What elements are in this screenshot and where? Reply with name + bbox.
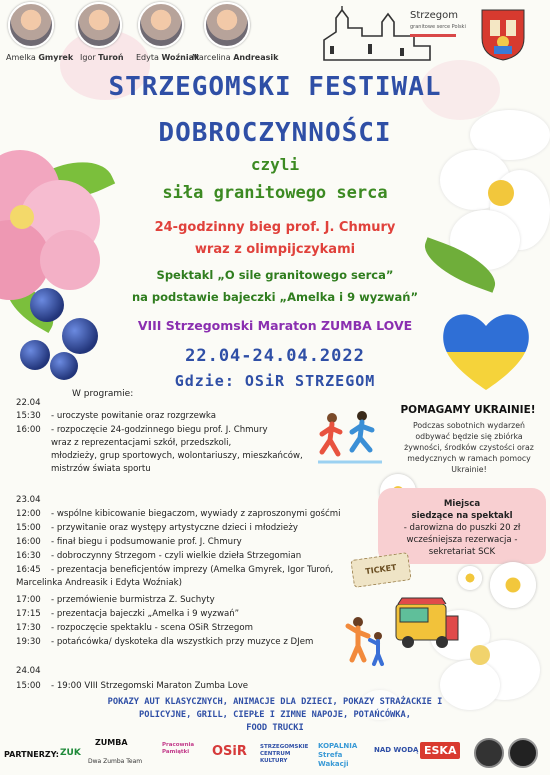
attractions-text: POKAZY AUT KLASYCZNYCH, ANIMACJE DLA DZIECI, POKAZY STRAŻACKIE I POLICYJNE, GRILL, CIEPŁE I ZIMNE NAPOJE, POTAŃCÓWKA, FOOD TRUCKI: [107, 697, 443, 733]
partner-logo-nad-woda: NAD WODĄ: [374, 746, 419, 754]
ukraine-heading: POMAGAMY UKRAINIE!: [400, 404, 536, 416]
daisy-small-icon: [458, 566, 482, 590]
partner-logo-zumba: ZUMBA: [95, 738, 128, 747]
partner-logo-pracownia: Pracownia Pamiątki: [162, 742, 195, 755]
event-venue: Gdzie: OSiR STRZEGOM: [174, 372, 376, 390]
show-line-1: Spektakl „O sile granitowego serca”: [156, 268, 394, 282]
run-line-1: 24-godzinny bieg prof. J. Chmury: [154, 220, 396, 235]
ukraine-heart-icon: [440, 308, 532, 392]
partner-logo-dwa-zumba: Dwa Zumba Team: [88, 758, 143, 765]
avatar-amelka: [8, 2, 54, 48]
partners-label: PARTNERZY:: [4, 750, 59, 759]
schedule-row: 15:30 - uroczyste powitanie oraz rozgrzewka: [16, 411, 217, 421]
strzegom-logo: [322, 6, 472, 68]
title-line-1: STRZEGOMSKI FESTIWAL: [108, 72, 442, 102]
schedule-row: 16:00 - rozpoczęcie 24-godzinnego biegu prof. J. Chmury: [16, 425, 268, 435]
person-name: Marcelina Andreasik: [192, 53, 279, 62]
food-truck-icon: [394, 594, 460, 652]
partner-seal-icon: [508, 738, 538, 768]
dancing-family-illustration: [344, 614, 388, 672]
avatar-igor: [76, 2, 122, 48]
schedule-row: 19:30 - potańcówka/ dyskoteka dla wszystkich przy muzyce z DJem: [16, 637, 314, 647]
partner-logo-eska: ESKA: [420, 742, 460, 759]
person-name: Edyta Woźniak: [136, 53, 200, 62]
coat-of-arms-icon: [480, 8, 526, 62]
seating-info-box: Miejsca siedzące na spektakl - darowizna do puszki 20 zł wcześniejsza rezerwacja - sekretariat SCK: [378, 488, 546, 564]
ticket-icon: TICKET: [350, 552, 411, 588]
avatar-marcelina: [204, 2, 250, 48]
event-dates: 22.04-24.04.2022: [185, 346, 365, 366]
partner-logo-zuk: ZUK: [60, 748, 81, 758]
strzegom-logo-text: Strzegom: [410, 10, 458, 21]
schedule-row: mistrzów świata sportu: [51, 464, 151, 474]
program-label: W programie:: [72, 389, 134, 399]
schedule-row: 17:30 - rozpoczęcie spektaklu - scena OSiR Strzegom: [16, 623, 254, 633]
schedule-row: 16:30 - dobroczynny Strzegom - czyli wielkie dzieła Strzegomian: [16, 551, 302, 561]
daisy-small-icon: [490, 562, 536, 608]
schedule-row: 12:00 - wspólne kibicowanie biegaczom, wywiady z zaproszonymi gośćmi: [16, 509, 341, 519]
schedule-day: 24.04: [16, 666, 41, 676]
subtitle: siła granitowego serca: [162, 183, 388, 203]
strzegom-logo-subtext: granitowe serce Polski: [410, 24, 466, 30]
person-name: Amelka Gmyrek: [6, 53, 74, 62]
schedule-row: 16:45 - prezentacja beneficjentów imprezy (Amelka Gmyrek, Igor Turoń,: [16, 565, 334, 575]
partner-logo-sck: STRZEGOMSKIE CENTRUM KULTURY: [260, 744, 309, 764]
show-line-2: na podstawie bajeczki „Amelka i 9 wyzwań”: [131, 290, 419, 304]
title-line-2: DOBROCZYNNOŚCI: [158, 118, 392, 148]
avatar-edyta: [138, 2, 184, 48]
partner-logo-kopalnia: KOPALNIA Strefa Wakacji: [318, 742, 358, 768]
schedule-day: 22.04: [16, 398, 41, 408]
schedule-row: młodzieży, grup sportowych, wolontariuszy, mieszkańców,: [51, 451, 303, 461]
zumba-title: VIII Strzegomski Maraton ZUMBA LOVE: [137, 318, 413, 333]
schedule-row: wraz z reprezentacjami szkół, przedszkoli,: [51, 438, 232, 448]
ukraine-body: Podczas sobotnich wydarzeń odbywać będzie się zbiórka żywności, środków czystości oraz medycznych w ramach pomocy Ukrainie!: [404, 421, 534, 474]
run-line-2: wraz z olimpijczykami: [194, 242, 356, 257]
schedule-row: 16:00 - finał biegu i podsumowanie prof. J. Chmury: [16, 537, 242, 547]
schedule-row: 15:00 - przywitanie oraz występy artystyczne dzieci i młodzieży: [16, 523, 298, 533]
czyli-label: czyli: [250, 155, 300, 174]
runners-illustration: [318, 410, 382, 466]
person-name: Igor Turoń: [80, 53, 124, 62]
schedule-row: 17:00 - przemówienie burmistrza Z. Suchyty: [16, 595, 215, 605]
schedule-row: 15:00 - 19:00 VIII Strzegomski Maraton Zumba Love: [16, 681, 249, 691]
partner-logo-osir: OSiR: [212, 744, 247, 759]
schedule-row: 17:15 - prezentacja bajeczki „Amelka i 9 wyzwań”: [16, 609, 240, 619]
partner-seal-icon: [474, 738, 504, 768]
schedule-row: Marcelinka Andreasik i Edyta Woźniak): [16, 578, 182, 588]
schedule-day: 23.04: [16, 495, 41, 505]
